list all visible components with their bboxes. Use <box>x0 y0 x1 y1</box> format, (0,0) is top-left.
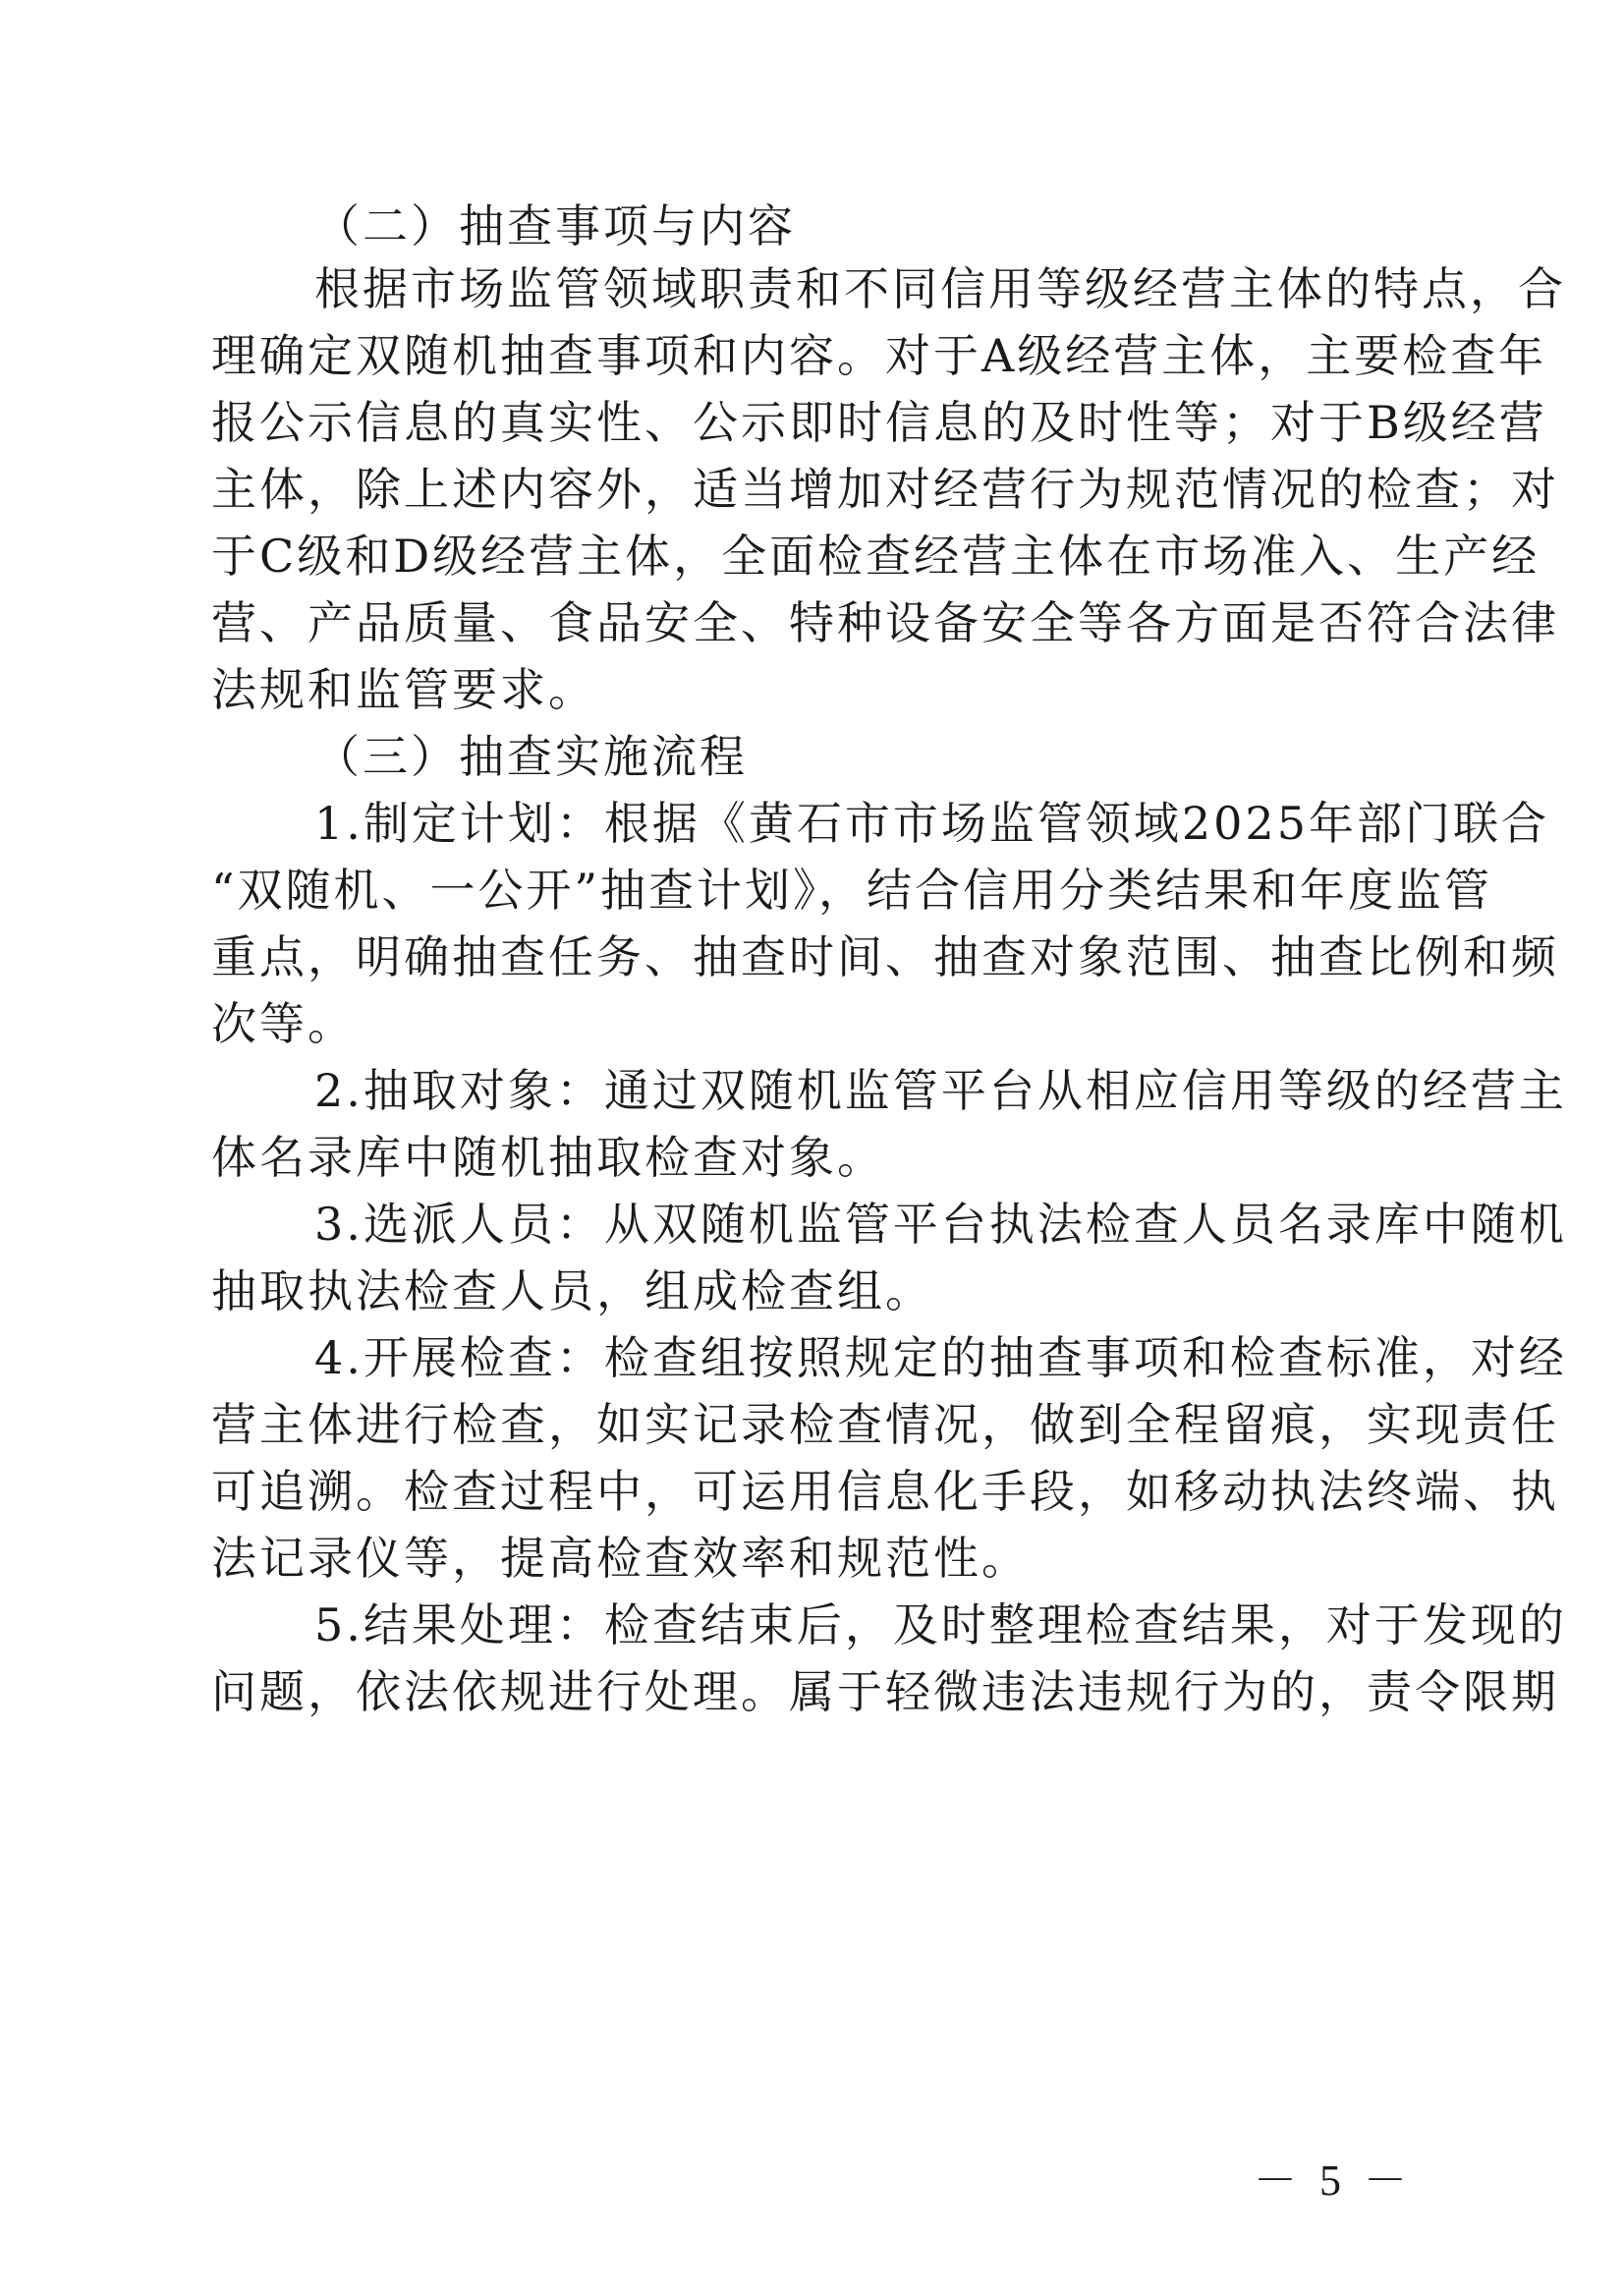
paragraph-line: 营主体进行检查，如实记录检查情况，做到全程留痕，实现责任 <box>211 1398 1559 1451</box>
paragraph-line: 根据市场监管领域职责和不同信用等级经营主体的特点，合 <box>314 262 1566 315</box>
paragraph-line: 4.开展检查：检查组按照规定的抽查事项和检查标准，对经 <box>314 1331 1567 1384</box>
paragraph-line: 2.抽取对象：通过双随机监管平台从相应信用等级的经营主 <box>314 1064 1567 1117</box>
paragraph-line: 报公示信息的真实性、公示即时信息的及时性等；对于B级经营 <box>211 396 1547 449</box>
paragraph-line: 营、产品质量、食品安全、特种设备安全等各方面是否符合法律 <box>211 596 1559 649</box>
paragraph-line: 1.制定计划：根据《黄石市市场监管领域2025年部门联合 <box>314 797 1549 850</box>
paragraph-line: 5.结果处理：检查结束后，及时整理检查结果，对于发现的 <box>314 1598 1567 1651</box>
paragraph-line: 法记录仪等，提高检查效率和规范性。 <box>211 1532 1030 1585</box>
paragraph-line: 主体，除上述内容外，适当增加对经营行为规范情况的检查；对 <box>211 463 1559 516</box>
paragraph-line: 重点，明确抽查任务、抽查时间、抽查对象范围、抽查比例和频 <box>211 930 1559 983</box>
paragraph-line: 抽取执法检查人员，组成检查组。 <box>211 1264 933 1317</box>
page-number: － 5 － <box>1254 2156 1413 2205</box>
paragraph-line: 问题，依法依规进行处理。属于轻微违法违规行为的，责令限期 <box>211 1665 1559 1718</box>
paragraph-line: 法规和监管要求。 <box>211 663 596 716</box>
paragraph-line: 次等。 <box>211 997 356 1050</box>
section-heading: （三）抽查实施流程 <box>314 730 748 783</box>
paragraph-line: 3.选派人员：从双随机监管平台执法检查人员名录库中随机 <box>314 1198 1567 1251</box>
paragraph-line: 可追溯。检查过程中，可运用信息化手段，如移动执法终端、执 <box>211 1465 1559 1518</box>
paragraph-line: 于C级和D级经营主体，全面检查经营主体在市场准入、生产经 <box>211 530 1540 583</box>
paragraph-line: 体名录库中随机抽取检查对象。 <box>211 1131 885 1184</box>
paragraph-line: “双随机、一公开”抽查计划》，结合信用分类结果和年度监管 <box>211 864 1493 917</box>
section-heading: （二）抽查事项与内容 <box>314 199 796 252</box>
paragraph-line: 理确定双随机抽查事项和内容。对于A级经营主体，主要检查年 <box>211 329 1547 382</box>
